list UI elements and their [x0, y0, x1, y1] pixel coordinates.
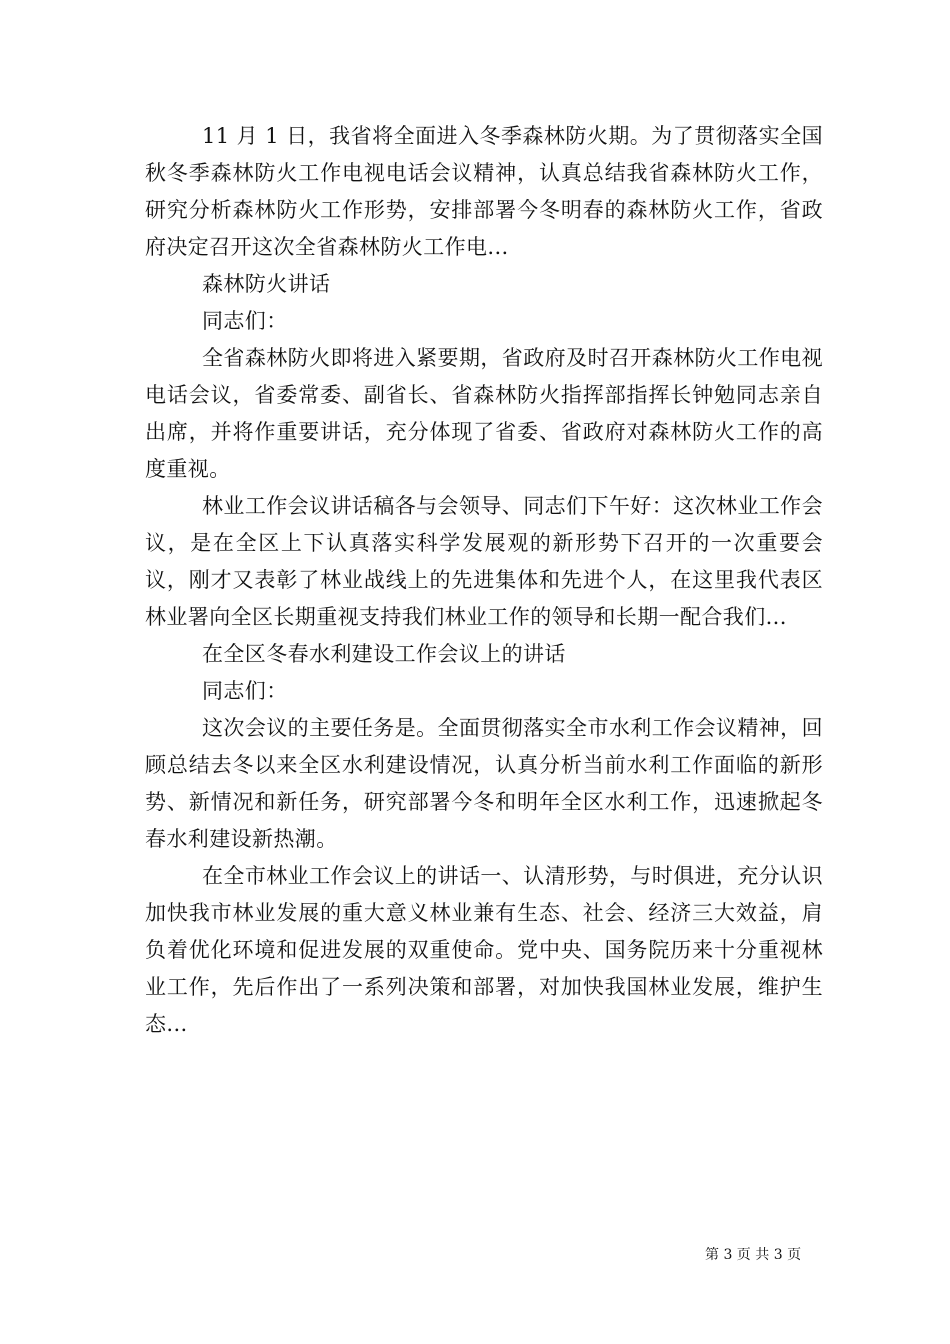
- paragraph-city-forestry: 在全市林业工作会议上的讲话一、认清形势，与时俱进，充分认识加快我市林业发展的重大意义林业兼有生态、社会、经济三大效益，肩负着优化环境和促进发展的双重使命。党中央、国务院历来十分重视林业工作，先后作出了一系列决策和部署，对加快我国林业发展，维护生态...: [145, 864, 823, 1036]
- page-number: 第 3 页 共 3 页: [705, 1247, 802, 1263]
- paragraph-intro: 11 月 1 日，我省将全面进入冬季森林防火期。为了贯彻落实全国秋冬季森林防火工作电视电话会议精神，认真总结我省森林防火工作，研究分析森林防火工作形势，安排部署今冬明春的森林防火工作，省政府决定召开这次全省森林防火工作电...: [145, 124, 823, 259]
- paragraph-water-conservancy: 这次会议的主要任务是。全面贯彻落实全市水利工作会议精神，回顾总结去冬以来全区水利建设情况，认真分析当前水利工作面临的新形势、新情况和新任务，研究部署今冬和明年全区水利工作，迅速掀起冬春水利建设新热潮。: [145, 716, 823, 851]
- document-body: [145, 118, 823, 1043]
- salutation: 同志们：: [202, 679, 288, 703]
- paragraph-forest-fire: 全省森林防火即将进入紧要期，省政府及时召开森林防火工作电视电话会议，省委常委、副省长、省森林防火指挥部指挥长钟勉同志亲自出席，并将作重要讲话，充分体现了省委、省政府对森林防火工作的高度重视。: [145, 346, 823, 481]
- section-title-water-conservancy-speech: 在全区冬春水利建设工作会议上的讲话: [202, 642, 566, 666]
- section-title-forest-fire-speech: 森林防火讲话: [202, 272, 331, 296]
- paragraph-forestry-meeting: 林业工作会议讲话稿各与会领导、同志们下午好：这次林业工作会议，是在全区上下认真落实科学发展观的新形势下召开的一次重要会议，刚才又表彰了林业战线上的先进集体和先进个人，在这里我代表区林业署向全区长期重视支持我们林业工作的领导和长期一配合我们...: [145, 494, 823, 629]
- salutation: 同志们：: [202, 309, 288, 333]
